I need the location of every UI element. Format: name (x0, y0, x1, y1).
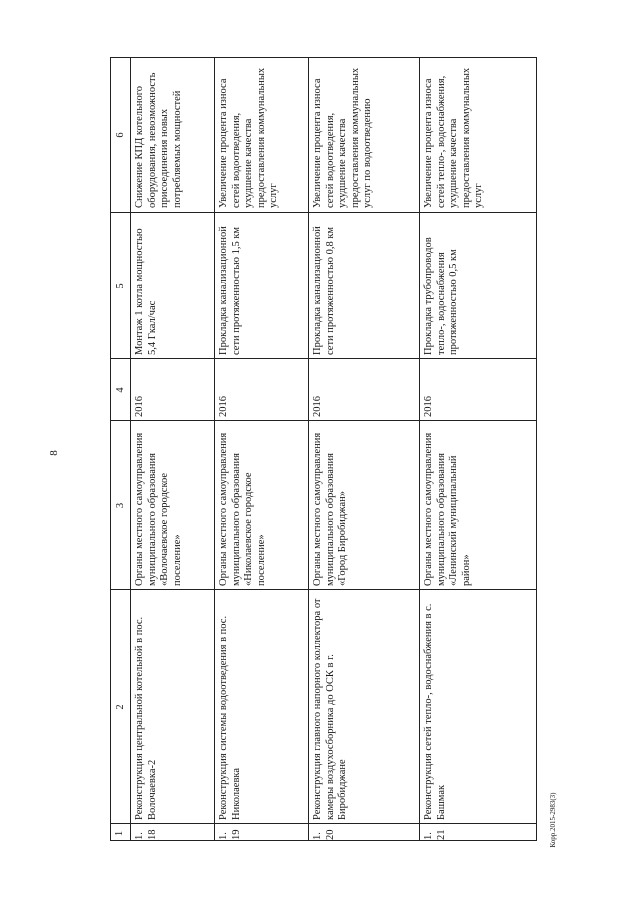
cell-effect (215, 58, 308, 212)
cell-effect (309, 58, 419, 212)
cell-year (309, 358, 419, 420)
header-cell-1 (111, 823, 130, 842)
name-text: Реконструкция главного напорного коллектора от камеры воздухосборника до ОСК в г. Биробиджане (312, 598, 349, 820)
header-label: 2 (115, 704, 126, 710)
year-text: 2016 (312, 396, 323, 417)
num-text: 1.18 (134, 829, 158, 840)
cell-effect (420, 58, 537, 212)
effect-text: Снижение КПД котельного оборудования, невозможность присоединения новых потребляемых мощностей (134, 72, 183, 208)
effect-text: Увеличение процента износа сетей водоотведения, ухудшение качества предоставления коммунальных услуг по водоотведению (312, 67, 374, 208)
effect-text: Увеличение процента износа сетей водоотведения, ухудшение качества предоставления коммунальных услуг (218, 67, 280, 208)
cell-result (215, 212, 308, 358)
cell-effect (131, 58, 214, 212)
name-text: Реконструкция системы водоотведения в пос. Николаевка (218, 615, 242, 820)
result-text: Прокладка канализационной сети протяженностью 0,8 км (312, 226, 336, 355)
executor-text: Органы местного самоуправления муниципального образования «Николаевское городское поселение» (218, 432, 267, 586)
effect-text: Увеличение процента износа сетей тепло-, водоснабжения, ухудшение качества предоставления коммунальных услуг (423, 67, 485, 208)
table-header-column (111, 58, 130, 840)
cell-executor (309, 420, 419, 589)
data-table (110, 57, 537, 841)
cell-year (215, 358, 308, 420)
name-text: Реконструкция центральной котельной в пос. Волочаевка-2 (134, 616, 158, 820)
cell-result (131, 212, 214, 358)
num-text: 1.21 (423, 829, 447, 840)
cell-name (215, 589, 308, 823)
result-text: Прокладка трубопроводов тепло-, водоснабжения протяженностью 0,5 км (423, 237, 460, 355)
cell-result (309, 212, 419, 358)
cell-executor (215, 420, 308, 589)
year-text: 2016 (134, 396, 145, 417)
header-cell-6 (111, 58, 130, 212)
header-cell-4 (111, 358, 130, 420)
header-label: 4 (115, 387, 126, 393)
num-text: 1.20 (312, 829, 336, 840)
executor-text: Органы местного самоуправления муниципального образования «Волочаевское городское поселение» (134, 432, 183, 586)
page-number: 8 (48, 450, 60, 456)
header-cell-2 (111, 589, 130, 823)
cell-year (420, 358, 537, 420)
result-text: Прокладка канализационной сети протяженностью 1,5 км (218, 226, 242, 355)
num-text: 1.19 (218, 829, 242, 840)
cell-executor (131, 420, 214, 589)
executor-text: Органы местного самоуправления муниципального образования «Город Биробиджан» (312, 432, 349, 586)
document-code: Корр.2015-2983(3) (549, 792, 557, 848)
header-cell-5 (111, 212, 130, 358)
cell-num (420, 823, 537, 842)
cell-num (131, 823, 214, 842)
cell-name (309, 589, 419, 823)
executor-text: Органы местного самоуправления муниципального образования «Ленинский муниципальный район» (423, 432, 472, 586)
header-label: 3 (115, 502, 126, 509)
cell-year (131, 358, 214, 420)
header-cell-3 (111, 420, 130, 589)
header-label: 1 (114, 830, 125, 837)
table-row (419, 58, 537, 840)
cell-name (420, 589, 537, 823)
header-label: 6 (115, 132, 126, 138)
table-row (308, 58, 419, 840)
table-row (130, 58, 214, 840)
cell-executor (420, 420, 537, 589)
cell-result (420, 212, 537, 358)
header-label: 5 (115, 283, 126, 289)
table-row (214, 58, 308, 840)
cell-num (215, 823, 308, 842)
cell-num (309, 823, 419, 842)
year-text: 2016 (218, 396, 229, 417)
year-text: 2016 (423, 396, 434, 417)
name-text: Реконструкция сетей тепло-, водоснабжения в с. Башмак (423, 603, 447, 820)
cell-name (131, 589, 214, 823)
result-text: Монтаж 1 котла мощностью 5,4 Гкал/час (134, 228, 158, 355)
